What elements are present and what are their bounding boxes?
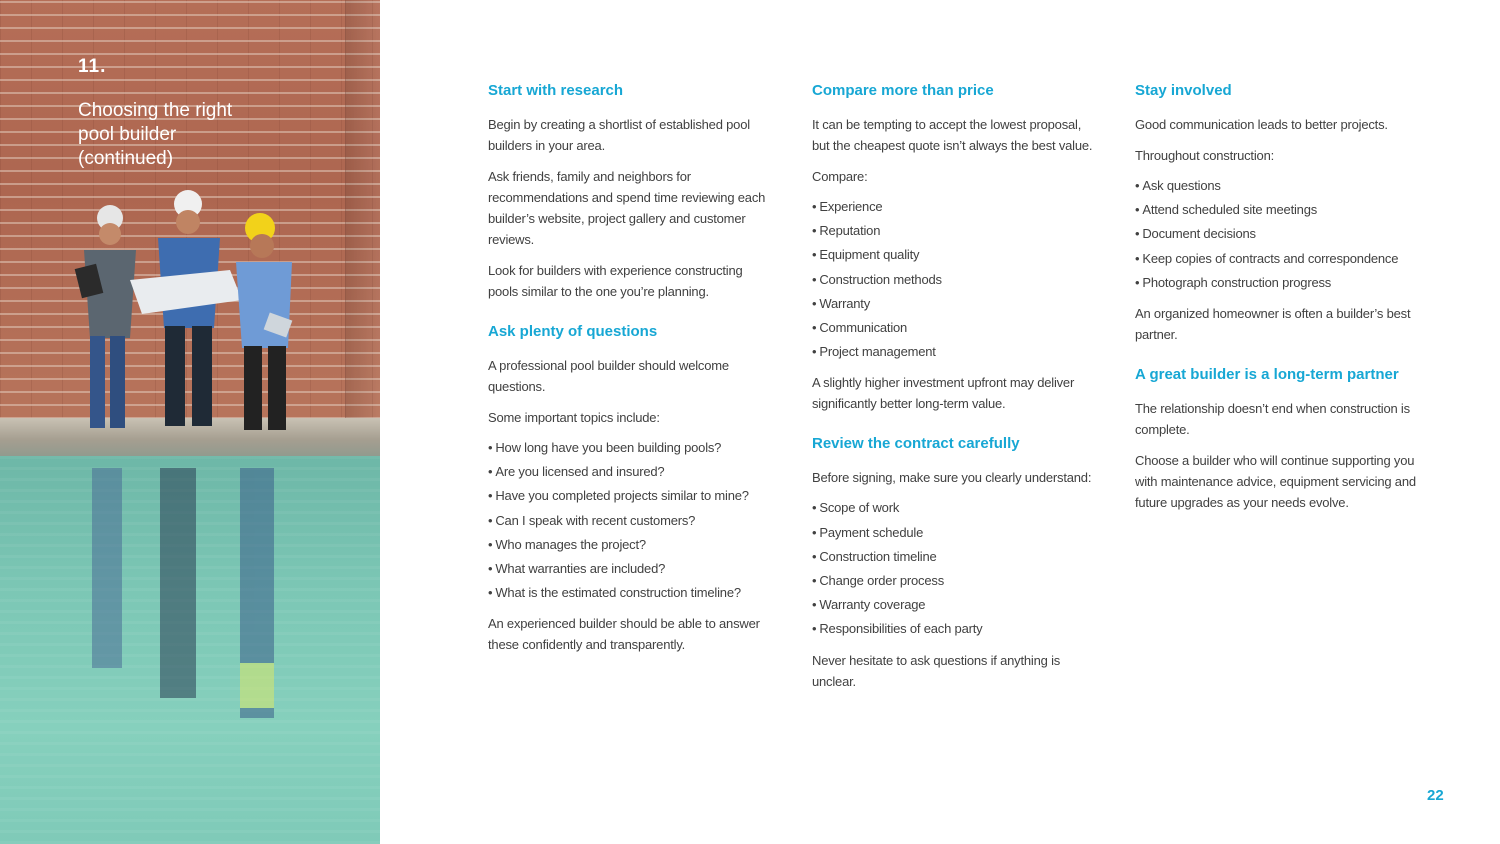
compare-list — [812, 195, 1097, 364]
reflection-man-center — [160, 468, 196, 698]
cover-photo — [0, 0, 380, 844]
page-number: 22 — [1427, 787, 1444, 804]
list-item: • Responsibilities of each party — [812, 621, 983, 637]
list-item: • Scope of work — [812, 500, 900, 516]
list-item: • Are you licensed and insured? — [488, 464, 665, 480]
list-item: • Attend scheduled site meetings — [1135, 202, 1318, 218]
brick-wall-corner — [345, 0, 380, 432]
list-item: • Document decisions — [1135, 226, 1256, 242]
section-title-line: Choosing the right — [78, 99, 233, 121]
list-item: • Ask questions — [1135, 178, 1221, 193]
list-item: • Have you completed projects similar to mine? — [488, 488, 749, 504]
list-item: • Construction methods — [812, 271, 942, 287]
content-column-2 — [812, 80, 1097, 702]
list-item: • Experience — [812, 199, 883, 214]
paragraph: It can be tempting to accept the lowest proposal, but the cheapest quote isn’t always the best value. — [812, 117, 1093, 153]
content-column-1 — [488, 80, 773, 665]
heading-start-with-research: Start with research — [488, 82, 624, 99]
list-item: • Who manages the project? — [488, 536, 646, 552]
heading-review-the-contract: Review the contract carefully — [812, 435, 1020, 453]
paragraph: A slightly higher investment upfront may deliver significantly better long-term value. — [812, 375, 1075, 412]
section-title-line: (continued) — [78, 147, 174, 169]
section-title-line: pool builder — [78, 123, 177, 145]
list-item: • Construction timeline — [812, 548, 937, 564]
list-item: • Warranty — [812, 295, 871, 311]
list-item: • Equipment quality — [812, 247, 920, 263]
paragraph: Before signing, make sure you clearly understand: — [812, 470, 1092, 486]
paragraph: An organized homeowner is often a builder’s best partner. — [1135, 306, 1411, 343]
list-item: • Photograph construction progress — [1135, 274, 1332, 290]
content-column-3 — [1135, 80, 1420, 523]
contract-list — [812, 496, 1097, 641]
list-item: • What warranties are included? — [488, 561, 666, 577]
paragraph: Some important topics include: — [488, 410, 660, 425]
reflection-woman — [92, 468, 122, 668]
paragraph: Compare: — [812, 169, 868, 184]
list-item: • Payment schedule — [812, 524, 924, 540]
paragraph: Never hesitate to ask questions if anything is unclear. — [812, 652, 1061, 689]
paragraph: Good communication leads to better projects. — [1135, 117, 1388, 132]
heading-compare-more-than-price: Compare more than price — [812, 82, 994, 99]
list-item: • Warranty coverage — [812, 597, 926, 613]
section-number: 11. — [78, 56, 107, 77]
paragraph: A professional pool builder should welcome questions. — [488, 358, 729, 394]
builders-illustration — [70, 188, 320, 728]
paragraph: Throughout construction: — [1135, 148, 1275, 163]
section-title — [78, 99, 278, 171]
paragraph: An experienced builder should be able to answer these confidently and transparently. — [488, 616, 760, 653]
questions-list — [488, 436, 773, 605]
list-item: • Change order process — [812, 573, 944, 589]
paragraph: Begin by creating a shortlist of established pool builders in your area. — [488, 117, 750, 153]
list-item: • Communication — [812, 320, 908, 336]
list-item: • Reputation — [812, 223, 881, 239]
list-item: • Project management — [812, 344, 936, 360]
heading-stay-involved: Stay involved — [1135, 82, 1232, 99]
paragraph: The relationship doesn’t end when construction is complete. — [1135, 401, 1410, 438]
list-item: • Can I speak with recent customers? — [488, 512, 696, 528]
three-builders-figure — [70, 188, 320, 728]
involvement-list — [1135, 174, 1420, 295]
paragraph: Look for builders with experience constructing pools similar to the one you’re planning. — [488, 263, 743, 299]
reflection-yellow-helmet — [240, 663, 274, 708]
paragraph: Ask friends, family and neighbors for recommendations and spend time reviewing each builder’s website, project gallery and customer reviews. — [488, 169, 766, 247]
paragraph: Choose a builder who will continue supporting you with maintenance advice, equipment servicing and future upgrades as your needs evolve. — [1135, 453, 1416, 511]
list-item: • What is the estimated construction timeline? — [488, 585, 741, 601]
heading-long-term-partner: A great builder is a long-term partner — [1135, 366, 1399, 384]
heading-ask-plenty-of-questions: Ask plenty of questions — [488, 323, 658, 340]
list-item: • How long have you been building pools? — [488, 440, 722, 455]
list-item: • Keep copies of contracts and correspondence — [1135, 250, 1399, 266]
